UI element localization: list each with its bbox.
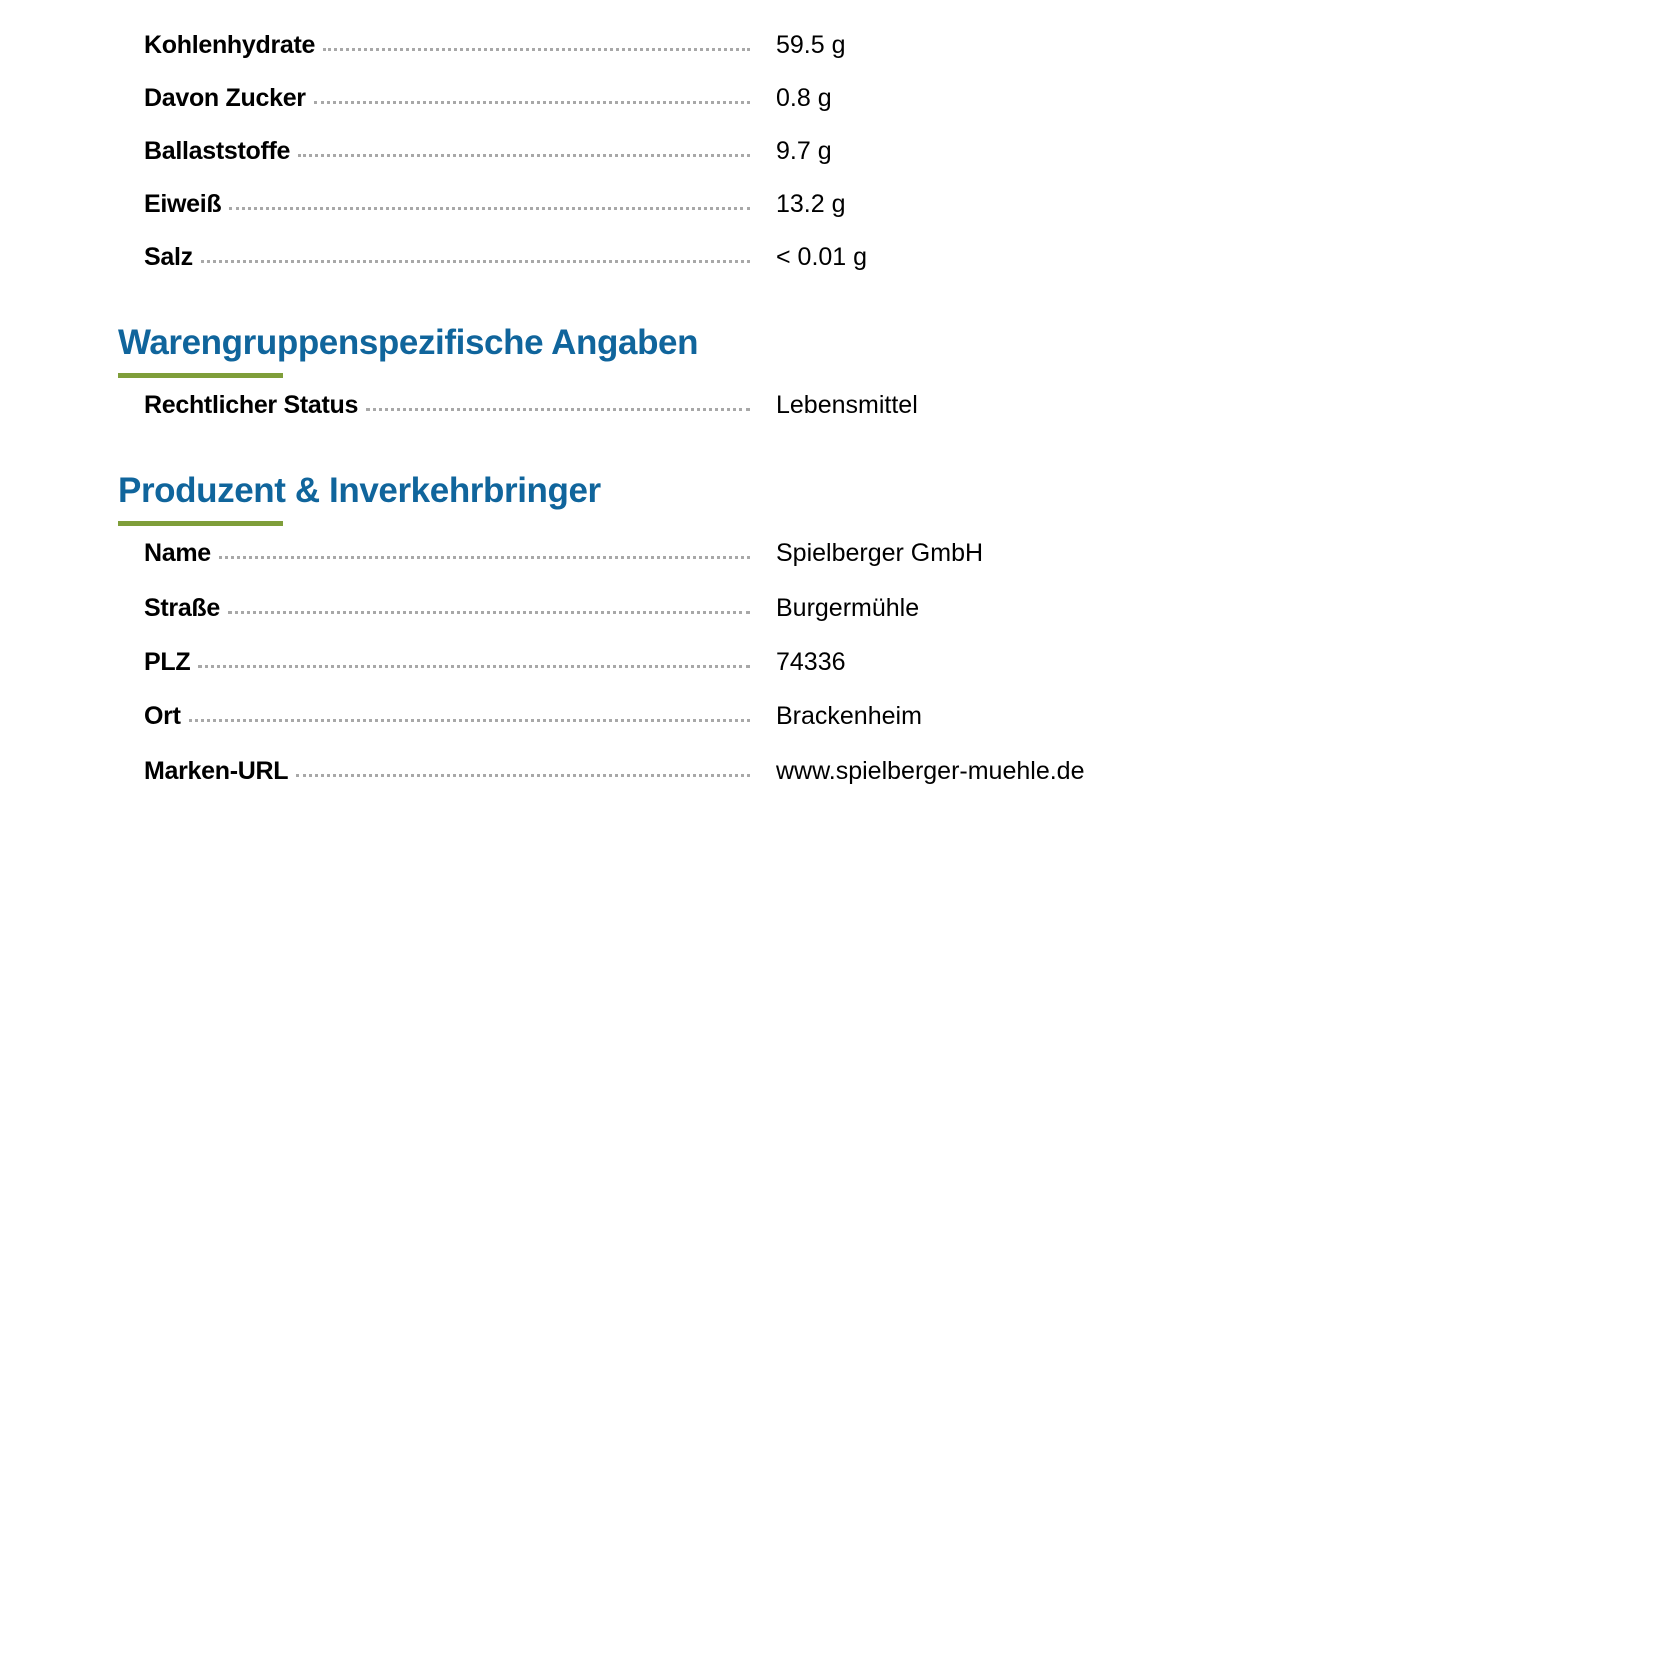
row-label-wrap <box>144 232 750 272</box>
row-label: Davon Zucker <box>144 84 306 112</box>
row-value: 9.7 g <box>776 137 832 165</box>
producer-row-brand-url <box>0 746 1654 786</box>
dotted-leader <box>228 611 750 614</box>
row-label: Straße <box>144 594 221 622</box>
nutrition-row-fiber <box>0 126 1654 166</box>
dotted-leader <box>201 260 750 263</box>
row-value: 74336 <box>776 648 846 676</box>
row-label-wrap <box>144 528 750 568</box>
category-row-legal-status <box>0 380 1654 420</box>
row-value: Spielberger GmbH <box>776 539 984 567</box>
row-label-wrap <box>144 637 750 677</box>
section-heading: Produzent & Inverkehrbringer <box>118 471 601 510</box>
dotted-leader <box>198 665 750 668</box>
row-label: Marken-URL <box>144 757 289 785</box>
dotted-leader <box>296 774 750 777</box>
dotted-leader <box>366 408 750 411</box>
row-value: Burgermühle <box>776 594 920 622</box>
row-label-wrap <box>144 73 750 113</box>
dotted-leader <box>323 48 750 51</box>
nutrition-row-sugar <box>0 73 1654 113</box>
row-label: Kohlenhydrate <box>144 31 316 59</box>
row-label-wrap <box>144 179 750 219</box>
row-value: 0.8 g <box>776 84 832 112</box>
row-label-wrap <box>144 691 750 731</box>
dotted-leader <box>314 101 750 104</box>
dotted-leader <box>229 207 750 210</box>
dotted-leader <box>189 719 750 722</box>
row-label: PLZ <box>144 648 191 676</box>
heading-underline <box>118 521 283 526</box>
row-label-wrap <box>144 20 750 60</box>
producer-row-city <box>0 691 1654 731</box>
nutrition-row-carbohydrates <box>0 20 1654 60</box>
brand-url-link[interactable]: www.spielberger-muehle.de <box>776 757 1085 785</box>
row-label-wrap <box>144 380 750 420</box>
producer-row-postcode <box>0 637 1654 677</box>
row-label-wrap <box>144 126 750 166</box>
row-value: Lebensmittel <box>776 391 918 419</box>
row-label-wrap <box>144 746 750 786</box>
producer-row-street <box>0 583 1654 623</box>
row-label-wrap <box>144 583 750 623</box>
row-label: Ort <box>144 702 181 730</box>
dotted-leader <box>298 154 750 157</box>
row-value: 13.2 g <box>776 190 846 218</box>
row-value: Brackenheim <box>776 702 922 730</box>
row-label: Salz <box>144 243 193 271</box>
row-value: < 0.01 g <box>776 243 868 271</box>
nutrition-row-salt <box>0 232 1654 272</box>
dotted-leader <box>219 556 750 559</box>
row-label: Rechtlicher Status <box>144 391 359 419</box>
nutrition-row-protein <box>0 179 1654 219</box>
row-label: Ballaststoffe <box>144 137 291 165</box>
row-label: Eiweiß <box>144 190 222 218</box>
producer-row-name <box>0 528 1654 568</box>
heading-underline <box>118 373 283 378</box>
row-value: 59.5 g <box>776 31 846 59</box>
row-label: Name <box>144 539 211 567</box>
section-heading: Warengruppenspezifische Angaben <box>118 323 699 362</box>
